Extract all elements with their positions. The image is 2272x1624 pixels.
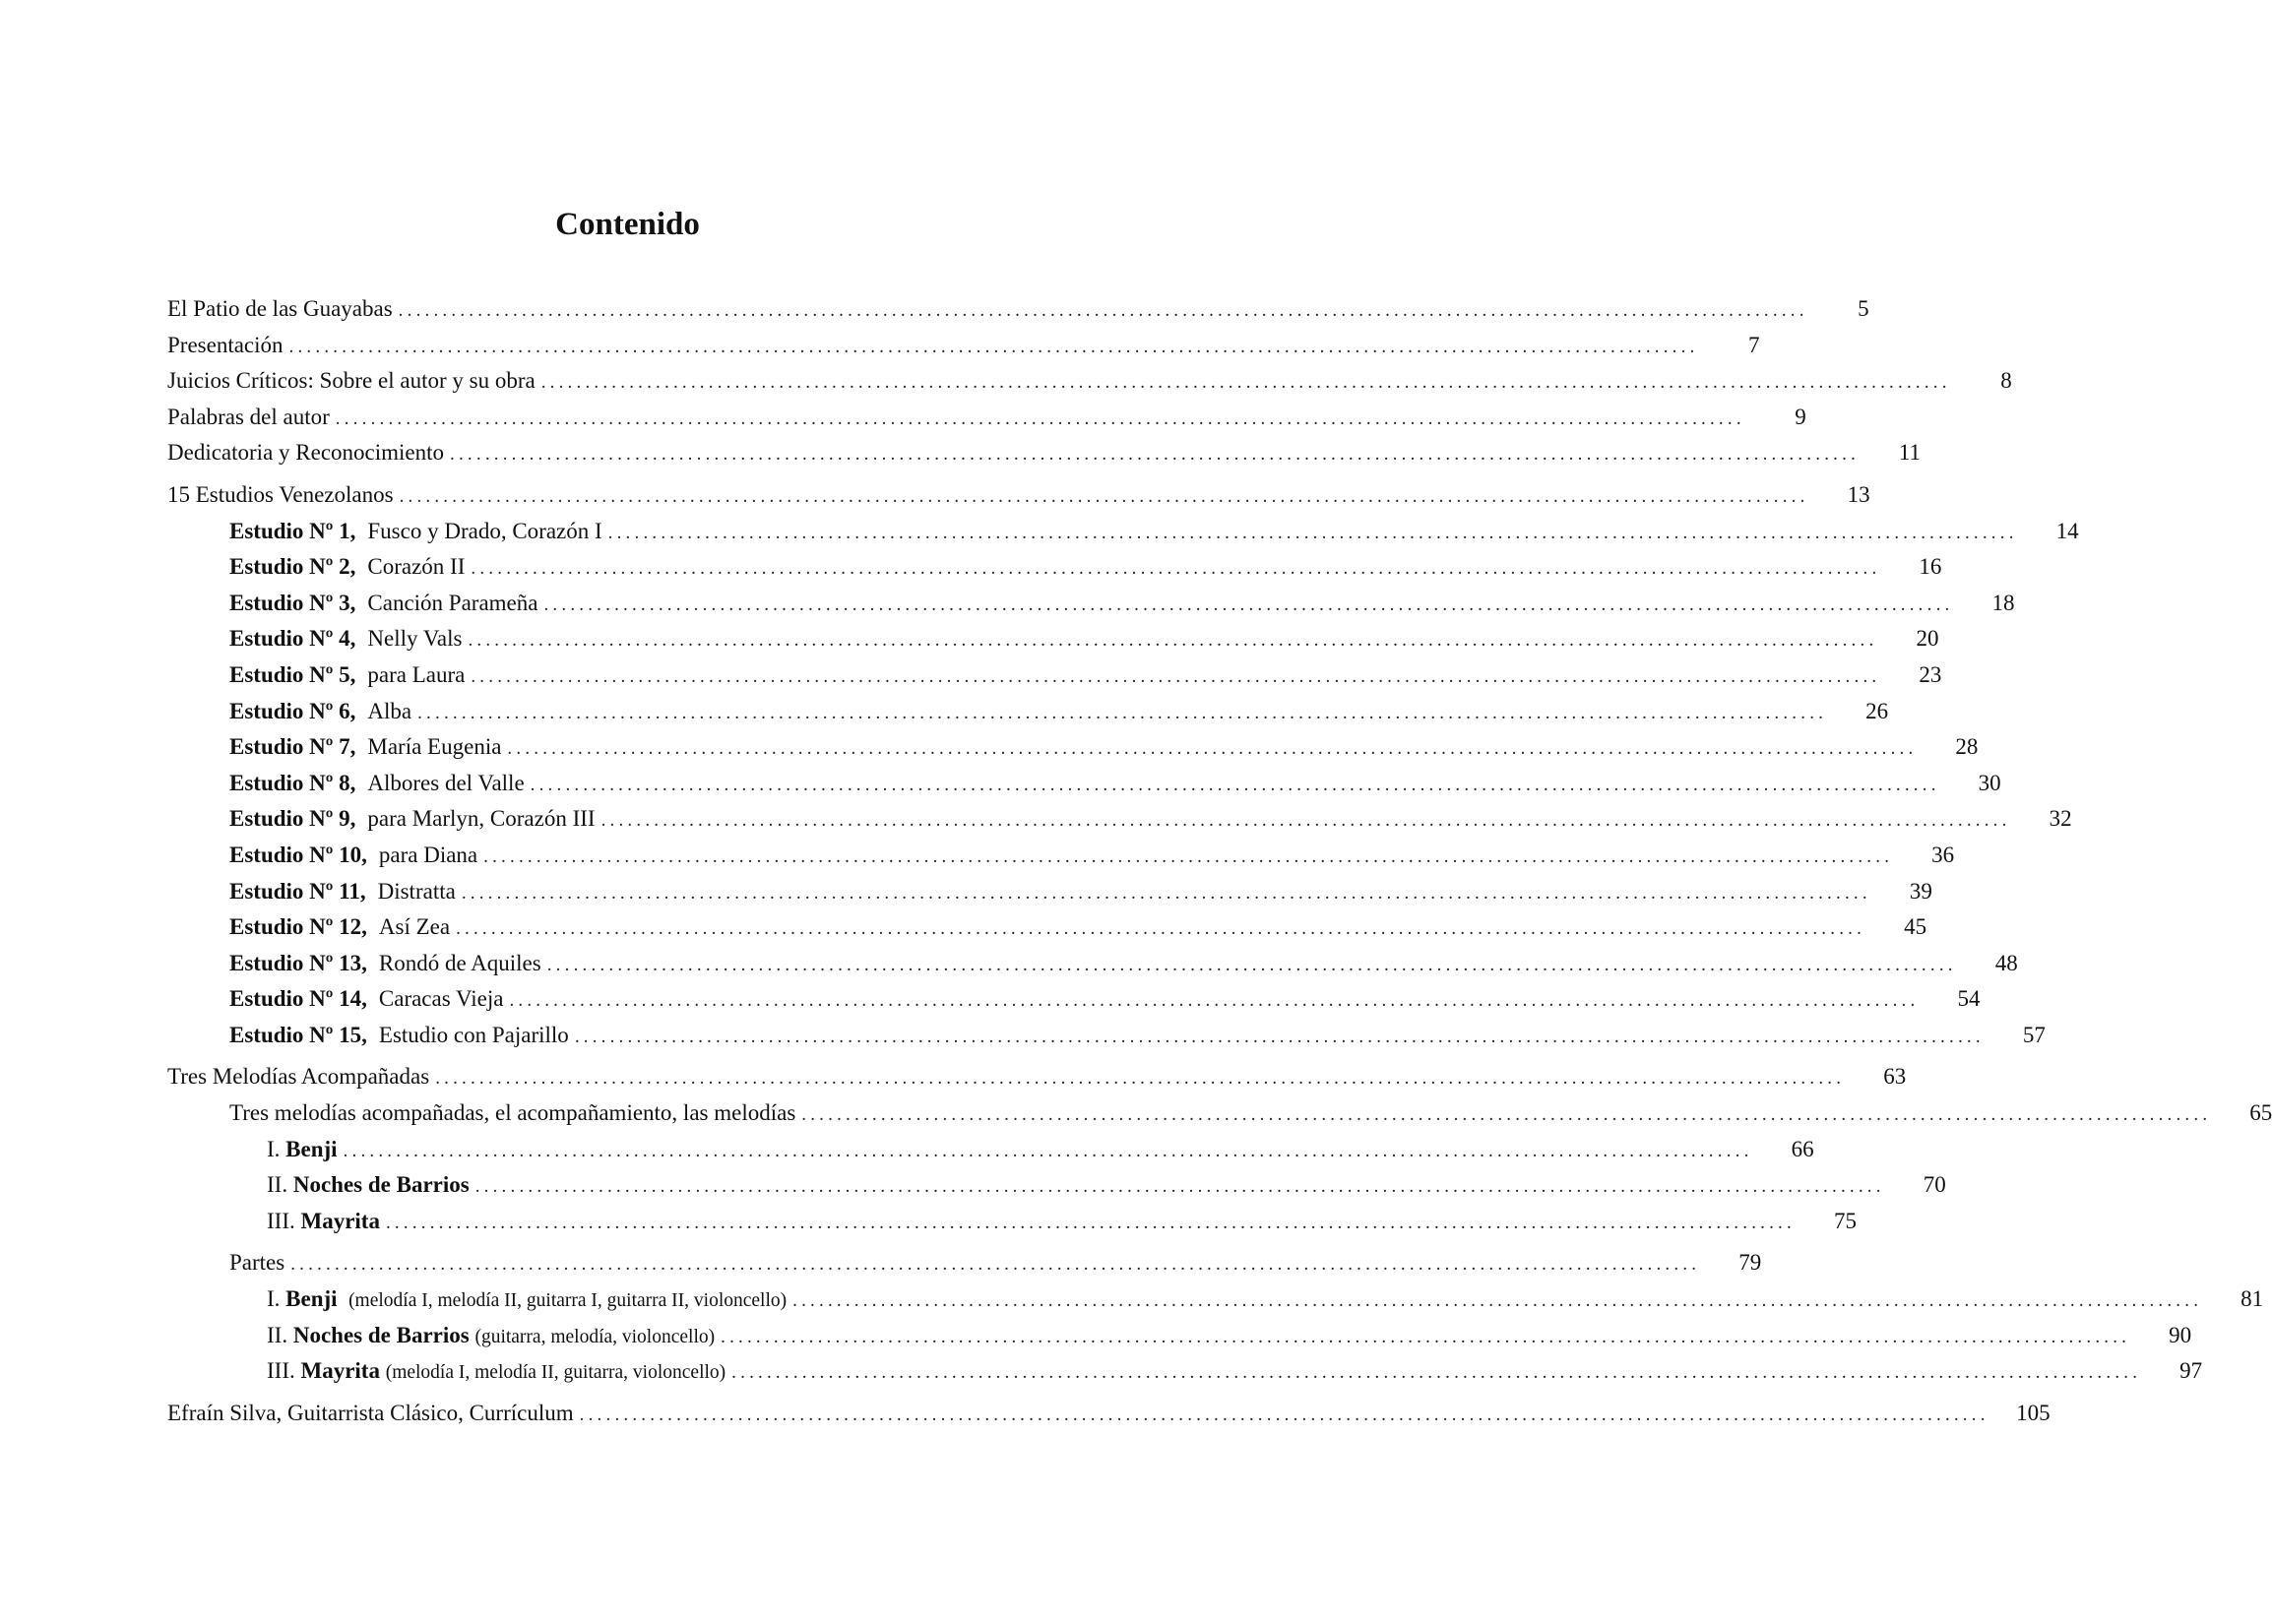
- page-title: Contenido: [555, 207, 700, 243]
- page-number: 90: [2169, 1322, 2192, 1347]
- dot-leader: ................................................................................................................................................................: [471, 665, 1881, 687]
- dot-leader: ................................................................................................................................................................: [483, 845, 1894, 867]
- study-title: para Laura: [367, 661, 466, 687]
- dot-leader: ................................................................................................................................................................: [468, 630, 1878, 652]
- entry-label: Palabras del autor: [167, 404, 330, 429]
- study-title: Albores del Valle: [367, 770, 525, 795]
- page-number: 20: [1916, 626, 1939, 652]
- page-number: 11: [1898, 440, 1922, 466]
- study-title: Nelly Vals: [367, 626, 463, 652]
- table-of-contents: [167, 291, 2272, 1431]
- toc-study-entry: [167, 586, 2015, 622]
- dot-leader: ................................................................................................................................................................: [792, 1290, 2203, 1312]
- toc-study-entry: [167, 657, 1942, 694]
- toc-section-entry: [167, 477, 1870, 514]
- study-title: Distratta: [377, 878, 456, 904]
- page-number: 39: [1909, 878, 1932, 904]
- dot-leader: ................................................................................................................................................................: [507, 738, 1918, 760]
- dot-leader: ................................................................................................................................................................: [290, 1254, 1701, 1276]
- toc-melody-entry: [167, 1204, 1857, 1240]
- page-number: 32: [2049, 806, 2072, 832]
- dot-leader: ................................................................................................................................................................: [288, 336, 1699, 357]
- page-number: 81: [2240, 1286, 2264, 1312]
- toc-subsection-entry: [167, 1095, 2272, 1132]
- toc-entry: [167, 291, 1869, 328]
- roman-numeral: II.: [267, 1172, 288, 1198]
- page-number: 45: [1904, 914, 1927, 940]
- page-number: 97: [2179, 1358, 2203, 1384]
- entry-label: Efraín Silva, Guitarrista Clásico, Currículum: [167, 1400, 574, 1425]
- study-title: Alba: [367, 698, 412, 723]
- dot-leader: ................................................................................................................................................................: [731, 1362, 2142, 1384]
- dot-leader: ................................................................................................................................................................: [607, 522, 2018, 543]
- page-number: 36: [1931, 842, 1955, 867]
- toc-part-entry: [167, 1353, 2203, 1390]
- toc-study-entry: [167, 838, 1955, 874]
- page-number: 13: [1847, 481, 1870, 507]
- melody-name: Benji: [285, 1136, 338, 1161]
- dot-leader: ................................................................................................................................................................: [417, 702, 1828, 723]
- study-number: Estudio Nº 12,: [229, 914, 367, 940]
- study-number: Estudio Nº 3,: [229, 590, 356, 615]
- roman-numeral: I.: [267, 1286, 281, 1312]
- melody-name: Benji: [285, 1286, 338, 1312]
- roman-numeral: III.: [267, 1358, 295, 1384]
- toc-part-entry: [167, 1281, 2264, 1318]
- toc-study-entry: [167, 729, 1979, 766]
- study-number: Estudio Nº 14,: [229, 986, 367, 1012]
- toc-study-entry: [167, 549, 1942, 586]
- page-number: 8: [2000, 368, 2012, 394]
- melody-name: Noches de Barrios: [292, 1322, 470, 1347]
- dot-leader: ................................................................................................................................................................: [335, 407, 1745, 429]
- roman-numeral: III.: [267, 1208, 295, 1233]
- page-number: 14: [2055, 518, 2079, 543]
- page-number: 30: [1978, 770, 2001, 795]
- toc-study-entry: [167, 694, 1889, 730]
- toc-study-entry: [167, 621, 1939, 657]
- dot-leader: ................................................................................................................................................................: [471, 558, 1881, 580]
- instrumentation: (melodía I, melodía II, guitarra, violoncello): [385, 1362, 726, 1384]
- toc-study-entry: [167, 1018, 2046, 1054]
- dot-leader: ................................................................................................................................................................: [450, 444, 1861, 466]
- toc-study-entry: [167, 946, 2018, 982]
- toc-melody-entry: [167, 1132, 1814, 1168]
- study-number: Estudio Nº 1,: [229, 518, 356, 543]
- page-number: 66: [1791, 1136, 1814, 1161]
- study-number: Estudio Nº 6,: [229, 698, 356, 723]
- toc-part-entry: [167, 1318, 2192, 1354]
- page-number: 18: [1991, 590, 2015, 615]
- entry-label: Tres melodías acompañadas, el acompañamiento, las melodías: [229, 1100, 796, 1126]
- study-title: Rondó de Aquiles: [378, 950, 541, 975]
- page-number: 5: [1858, 296, 1869, 321]
- dot-leader: ................................................................................................................................................................: [456, 918, 1866, 940]
- dot-leader: ................................................................................................................................................................: [600, 810, 2011, 832]
- toc-melody-entry: [167, 1167, 1946, 1204]
- toc-entry: [167, 400, 1806, 436]
- study-number: Estudio Nº 2,: [229, 554, 356, 580]
- toc-study-entry: [167, 874, 1932, 910]
- study-number: Estudio Nº 13,: [229, 950, 367, 975]
- toc-section-entry: [167, 1396, 2051, 1432]
- dot-leader: ................................................................................................................................................................: [801, 1104, 2212, 1126]
- page-number: 23: [1919, 661, 1942, 687]
- dot-leader: ................................................................................................................................................................: [343, 1140, 1753, 1161]
- dot-leader: ................................................................................................................................................................: [543, 593, 1954, 615]
- dot-leader: ................................................................................................................................................................: [579, 1404, 1989, 1425]
- study-title: Corazón II: [367, 554, 466, 580]
- study-number: Estudio Nº 10,: [229, 842, 367, 867]
- dot-leader: ................................................................................................................................................................: [509, 990, 1920, 1012]
- entry-label: Presentación: [167, 332, 284, 357]
- dot-leader: ................................................................................................................................................................: [540, 372, 1951, 394]
- toc-subsection-entry: [167, 1245, 1762, 1281]
- dot-leader: ................................................................................................................................................................: [721, 1326, 2131, 1347]
- entry-label: Partes: [229, 1250, 285, 1276]
- study-title: Fusco y Drado, Corazón I: [367, 518, 602, 543]
- toc-entry: [167, 435, 1922, 471]
- dot-leader: ................................................................................................................................................................: [398, 300, 1808, 321]
- dot-leader: ................................................................................................................................................................: [474, 1176, 1885, 1198]
- toc-section-entry: [167, 1059, 1907, 1095]
- study-title: María Eugenia: [367, 734, 502, 760]
- entry-label: Tres Melodías Acompañadas: [167, 1064, 430, 1090]
- study-title: Canción Parameña: [367, 590, 538, 615]
- melody-name: Mayrita: [300, 1358, 380, 1384]
- page-number: 105: [2016, 1400, 2051, 1425]
- page-number: 16: [1919, 554, 1942, 580]
- page-number: 75: [1833, 1208, 1857, 1233]
- page-number: 48: [1994, 950, 2018, 975]
- study-title: Estudio con Pajarillo: [378, 1022, 569, 1047]
- page-number: 79: [1738, 1250, 1762, 1276]
- melody-name: Mayrita: [300, 1208, 380, 1233]
- page-number: 57: [2022, 1022, 2046, 1047]
- page-number: 7: [1748, 332, 1760, 357]
- study-number: Estudio Nº 11,: [229, 878, 366, 904]
- toc-entry: [167, 363, 2012, 400]
- study-number: Estudio Nº 5,: [229, 661, 356, 687]
- study-title: Así Zea: [378, 914, 451, 940]
- page-number: 65: [2249, 1100, 2272, 1126]
- study-title: para Marlyn, Corazón III: [367, 806, 596, 832]
- toc-study-entry: [167, 909, 1927, 946]
- page-number: 54: [1957, 986, 1981, 1012]
- page-number: 26: [1865, 698, 1889, 723]
- roman-numeral: II.: [267, 1322, 288, 1347]
- toc-study-entry: [167, 981, 1981, 1018]
- study-number: Estudio Nº 15,: [229, 1022, 367, 1047]
- instrumentation: (melodía I, melodía II, guitarra I, guitarra II, violoncello): [348, 1290, 788, 1312]
- dot-leader: ................................................................................................................................................................: [530, 774, 1940, 795]
- entry-label: Dedicatoria y Reconocimiento: [167, 440, 445, 466]
- instrumentation: (guitarra, melodía, violoncello): [474, 1326, 716, 1347]
- dot-leader: ................................................................................................................................................................: [546, 954, 1957, 975]
- study-title: Caracas Vieja: [378, 986, 504, 1012]
- page-number: 70: [1923, 1172, 1946, 1198]
- dot-leader: ................................................................................................................................................................: [385, 1212, 1796, 1233]
- toc-study-entry: [167, 514, 2079, 550]
- dot-leader: ................................................................................................................................................................: [574, 1026, 1985, 1047]
- study-title: para Diana: [378, 842, 478, 867]
- melody-name: Noches de Barrios: [292, 1172, 470, 1198]
- roman-numeral: I.: [267, 1136, 281, 1161]
- page-number: 63: [1883, 1064, 1907, 1090]
- entry-label: 15 Estudios Venezolanos: [167, 481, 394, 507]
- dot-leader: ................................................................................................................................................................: [461, 882, 1871, 904]
- toc-entry: [167, 328, 1760, 364]
- entry-label: Juicios Críticos: Sobre el autor y su obra: [167, 368, 536, 394]
- toc-study-entry: [167, 766, 2001, 802]
- toc-study-entry: [167, 801, 2072, 838]
- page-number: 28: [1955, 734, 1979, 760]
- dot-leader: ................................................................................................................................................................: [435, 1068, 1846, 1090]
- study-number: Estudio Nº 7,: [229, 734, 356, 760]
- study-number: Estudio Nº 9,: [229, 806, 356, 832]
- study-number: Estudio Nº 4,: [229, 626, 356, 652]
- page-number: 9: [1795, 404, 1806, 429]
- entry-label: El Patio de las Guayabas: [167, 296, 393, 321]
- study-number: Estudio Nº 8,: [229, 770, 356, 795]
- dot-leader: ................................................................................................................................................................: [399, 485, 1809, 507]
